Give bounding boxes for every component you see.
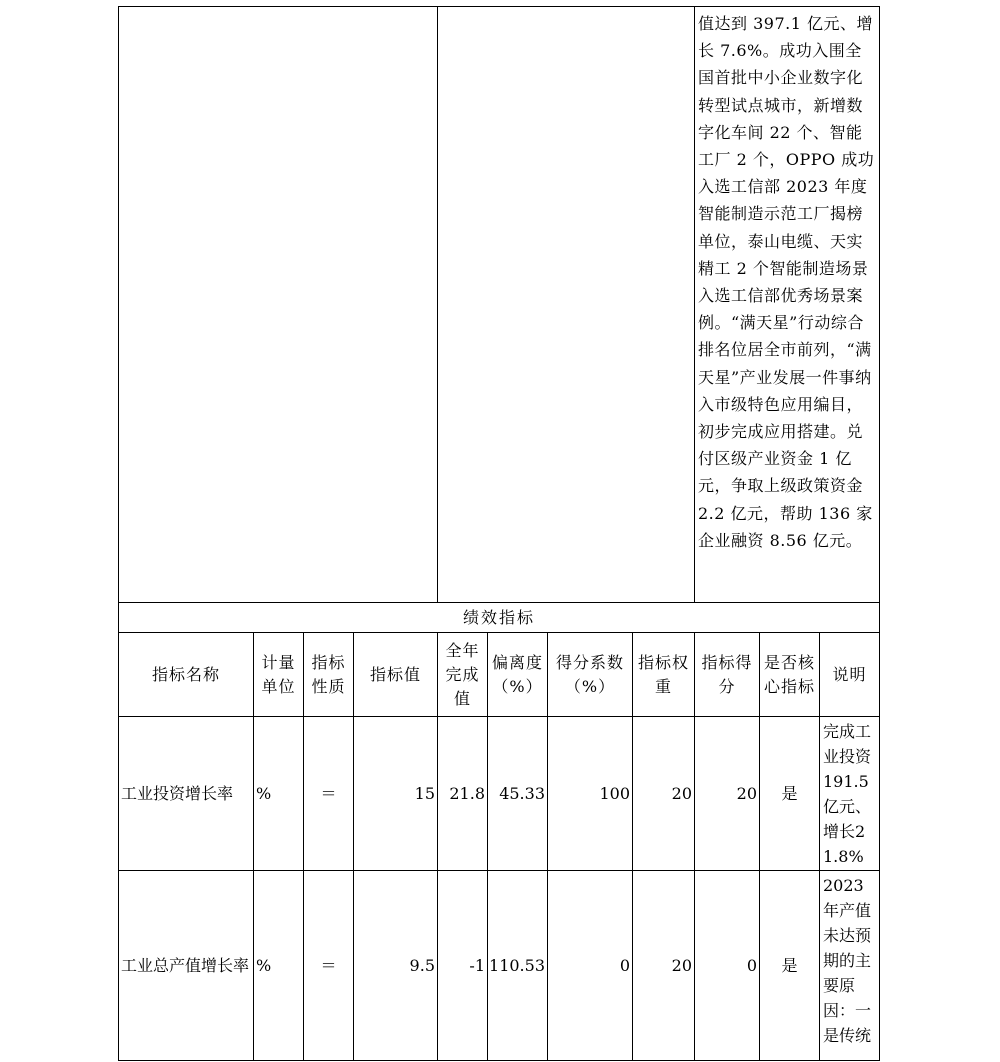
header-target: 指标值 [354, 633, 438, 717]
row-weight: 20 [633, 871, 695, 1061]
row-coef: 100 [548, 717, 633, 871]
header-weight: 指标权重 [633, 633, 695, 717]
row-deviation: 45.33 [488, 717, 548, 871]
row-nature: ＝ [304, 717, 354, 871]
row-score: 0 [695, 871, 760, 1061]
row-name: 工业投资增长率 [119, 717, 254, 871]
row-target: 9.5 [354, 871, 438, 1061]
header-deviation: 偏离度（%） [488, 633, 548, 717]
table-row [119, 871, 880, 1061]
blank-cell-middle [438, 7, 695, 603]
section-row [119, 603, 880, 633]
blank-cell-left [119, 7, 438, 603]
summary-text-cell: 值达到 397.1 亿元、增长 7.6%。成功入围全国首批中小企业数字化转型试点城市，新增数字化车间 22 个、智能工厂 2 个，OPPO 成功入选工信部 2023 年度智能制造示范工厂揭榜单位，泰山电缆、天实精工 2 个智能制造场景入选工信部优秀场景案例。“满天星”行动综合排名位居全市前列，“满天星”产业发展一件事纳入市级特色应用编目，初步完成应用搭建。兑付区级产业资金 1 亿元，争取上级政策资金 2.2 亿元，帮助 136 家企业融资 8.56 亿元。 [695, 7, 880, 603]
header-unit: 计量单位 [254, 633, 304, 717]
row-core: 是 [760, 871, 820, 1061]
header-name: 指标名称 [119, 633, 254, 717]
row-deviation: 110.53 [488, 871, 548, 1061]
performance-table [118, 6, 880, 1061]
row-nature: ＝ [304, 871, 354, 1061]
row-unit: % [254, 871, 304, 1061]
row-unit: % [254, 717, 304, 871]
row-coef: 0 [548, 871, 633, 1061]
row-score: 20 [695, 717, 760, 871]
header-row [119, 633, 880, 717]
row-note: 2023年产值未达预期的主要原因：一是传统 [820, 871, 880, 1061]
row-target: 15 [354, 717, 438, 871]
top-row [119, 7, 880, 603]
row-actual: 21.8 [438, 717, 488, 871]
section-title: 绩效指标 [119, 603, 880, 633]
table-row [119, 717, 880, 871]
header-score: 指标得分 [695, 633, 760, 717]
header-coef: 得分系数（%） [548, 633, 633, 717]
row-core: 是 [760, 717, 820, 871]
header-note: 说明 [820, 633, 880, 717]
header-nature: 指标性质 [304, 633, 354, 717]
row-note: 完成工业投资191.5亿元、增长21.8% [820, 717, 880, 871]
row-name: 工业总产值增长率 [119, 871, 254, 1061]
header-core: 是否核心指标 [760, 633, 820, 717]
row-weight: 20 [633, 717, 695, 871]
header-actual: 全年完成值 [438, 633, 488, 717]
row-actual: -1 [438, 871, 488, 1061]
